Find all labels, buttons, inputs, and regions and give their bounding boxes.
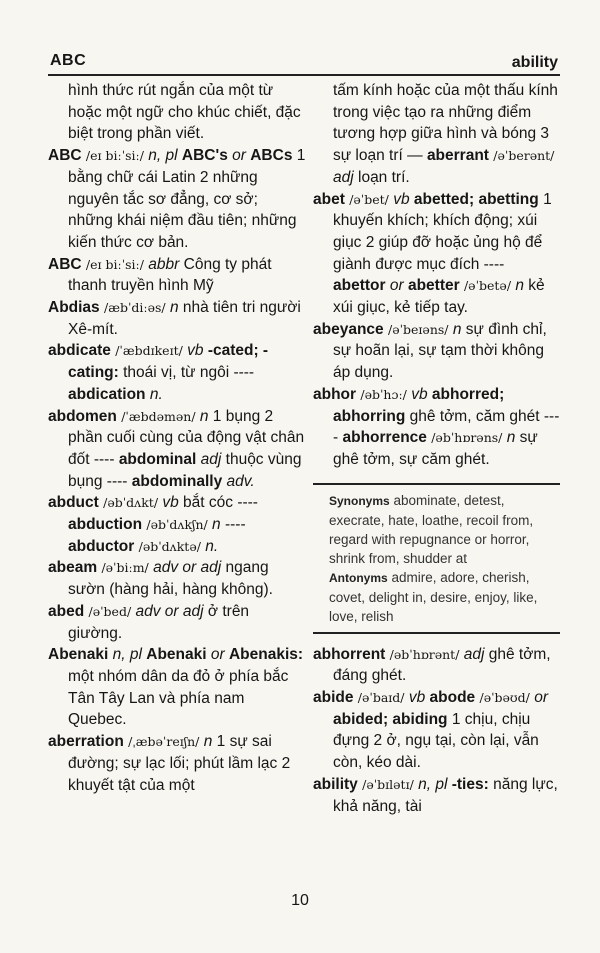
definition: ngang sườn (hàng hải, hàng không). [68,559,273,599]
inflected-form: abdominal [118,450,197,468]
pronunciation: /əbˈdʌkt/ [103,495,159,511]
inflected-form: abhorrence [342,429,427,447]
headword: ABC [48,147,82,165]
dictionary-entry [48,557,306,600]
headword: abhor [313,385,357,403]
headword: ability [313,775,358,793]
definition: một nhóm dân da đỏ ở phía bắc Tân Tây Lan và phía nam Quebec. [68,667,289,729]
part-of-speech: vb [408,689,426,707]
definition: ---- [224,516,246,534]
inflected-form: ABCs [250,147,293,165]
pronunciation: /əˈbetə/ [463,278,512,294]
definition: 1 sự sai đường; sự lạc lối; phút lầm lạc 2 khuyết tật của một [68,733,291,794]
inflected-form: abode [429,689,476,707]
part-of-speech: n [452,320,462,338]
pronunciation: /əbˈhɔː/ [360,386,407,402]
pronunciation: /əˈbiːm/ [101,560,149,576]
definition: 1 chịu, chịu đựng 2 ở, ngụ tại, còn lại, vẫn còn, kéo dài. [333,710,539,772]
antonyms-list: admire, adore, cherish, covet, delight in, desire, enjoy, like, love, relish [329,569,538,624]
definition: ghê tởm, căm ghét ---- [333,407,560,447]
page-number: 10 [291,892,309,909]
headword: abide [313,689,354,707]
synonyms-list: abominate, detest, execrate, hate, loathe, recoil from, regard with repugnance or horror, shrink from, shudder at [329,492,534,566]
dictionary-entry [48,297,306,340]
synonyms-label: Synonyms [329,493,390,508]
definition: ở trên giường. [68,602,250,642]
dictionary-entry [313,189,560,319]
dictionary-entry [48,644,306,731]
part-of-speech: or [534,689,549,707]
part-of-speech: n [169,299,179,317]
definition: hình thức rút ngắn của một từ hoặc một ngữ cho khúc chiết, đặc biệt trong phần viết. [68,82,301,143]
headword: abeyance [313,320,384,338]
dictionary-entry [48,340,306,405]
right-column [313,80,560,817]
part-of-speech: n. [149,385,163,403]
pronunciation: /əbˈdʌktə/ [138,538,201,554]
definition: sự đình chỉ, sự hoãn lại, sự tạm thời không áp dụng. [333,320,547,382]
pronunciation: /eɪ biːˈsiː/ [85,148,144,164]
part-of-speech: n, pl [112,646,142,664]
part-of-speech: or [232,147,246,165]
part-of-speech: adv or adj [135,602,204,620]
headword: abdomen [48,407,117,425]
part-of-speech: or [389,277,404,295]
part-of-speech: n [515,277,524,295]
inflected-form: ABC's [181,147,228,165]
definition: kẻ xúi giục, kẻ tiếp tay. [333,277,545,317]
headword: abed [48,602,85,620]
inflected-form: abettor [333,277,386,295]
part-of-speech: n [203,733,213,751]
part-of-speech: adv. [226,472,255,490]
part-of-speech: adj [200,450,222,468]
definition: năng lực, khả năng, tài [333,775,558,815]
part-of-speech: vb [411,385,428,403]
inflected-form: abduction [68,516,143,534]
dictionary-entry [313,774,560,817]
definition: Công ty phát thanh truyền hình Mỹ [68,255,272,295]
part-of-speech: adv or adj [153,559,222,577]
headword: Abenaki [48,646,109,664]
dictionary-entry [48,731,306,796]
pronunciation: /ˈæbdəmən/ [121,408,196,424]
pronunciation: /əbˈdʌkʃn/ [146,517,208,533]
header-rule [48,74,560,76]
inflected-form: abdication [68,385,146,403]
part-of-speech: n [212,516,221,534]
synonyms-box [313,483,560,634]
headword: abeam [48,559,98,577]
pronunciation: /əbˈhɒrənt/ [389,646,460,662]
definition: 1 khuyến khích; khích động; xúi giục 2 giúp đỡ hoặc ủng hộ để giành được mục đích ---- [333,190,552,273]
inflected-form: abhorred; abhorring [333,385,505,425]
pronunciation: /əˈbeɪəns/ [387,321,449,337]
pronunciation: /əˈbed/ [88,603,132,619]
part-of-speech: vb [162,494,179,512]
part-of-speech: n [199,407,209,425]
definition: sự ghê tởm, sự căm ghét. [333,429,538,468]
inflected-form: abdominally [131,472,223,490]
dictionary-entry [48,601,306,644]
dictionary-entry [48,145,306,254]
definition: loạn trí. [358,168,410,186]
part-of-speech: n [506,429,516,447]
pronunciation: /ˈæbdɪkeɪt/ [115,343,183,359]
dictionary-entry [313,384,560,471]
part-of-speech: adj [463,645,485,663]
inflected-form: abided; abiding [333,710,448,728]
definition: bắt cóc ---- [183,494,258,512]
dictionary-entry [313,644,560,687]
definition: 1 bụng 2 phần cuối cùng của động vật chân đốt ---- [68,407,305,468]
part-of-speech: n, pl [148,147,178,165]
dictionary-entry [313,319,560,384]
definition: thuộc vùng bụng ---- [68,450,302,490]
inflected-form: abetted; abetting [413,190,539,208]
pronunciation: /æbˈdiːəs/ [104,300,166,316]
pronunciation: /ˌæbəˈreɪʃn/ [128,734,200,750]
inflected-form: aberrant [426,147,489,165]
pronunciation: /əˈberənt/ [493,148,555,164]
definition: 1 bằng chữ cái Latin 2 những nguyên tắc sơ đẳng, cơ sở; những khái niệm đầu tiên; những kiến thức cơ bản. [68,147,306,251]
dictionary-entry [313,687,560,774]
dictionary-entry [48,406,306,493]
part-of-speech: vb [393,190,410,208]
running-header [50,52,558,72]
entry-continuation [48,80,306,145]
inflected-form: abetter [407,277,460,295]
left-column [48,80,306,796]
definition: thoái vị, từ ngôi ---- [123,364,255,382]
headword: abdicate [48,342,111,360]
headword: abduct [48,494,99,512]
part-of-speech: adj [333,168,354,186]
part-of-speech: or [210,646,225,664]
pronunciation: /əˈbɪlətɪ/ [362,776,414,792]
headword: abhorrent [313,645,386,663]
part-of-speech: abbr [148,255,180,273]
pronunciation: /əˈbaɪd/ [357,690,405,706]
definition: tấm kính hoặc của một thấu kính trong việc tạo ra những điểm tương hợp giữa hình và bóng 3 sự loạn trí — [333,82,558,165]
pronunciation: /əˈbəʊd/ [479,690,530,706]
headword: Abdias [48,299,100,317]
definition: ghê tởm, đáng ghét. [333,645,551,685]
part-of-speech: n, pl [418,775,448,793]
part-of-speech: vb [187,342,204,360]
headword: aberration [48,733,124,751]
definition: nhà tiên tri người Xê-mít. [68,299,301,338]
inflected-form: Abenaki [146,646,207,664]
entry-continuation [313,80,560,189]
inflected-form: Abenakis: [228,646,304,664]
pronunciation: /əbˈhɒrəns/ [431,430,503,446]
part-of-speech: n. [205,537,219,555]
pronunciation: /eɪ biːˈsiː/ [85,256,144,272]
inflected-form: -cated; -cating: [68,342,269,382]
inflected-form: abductor [68,537,135,555]
headword: abet [313,190,345,208]
dictionary-entry [48,254,306,297]
dictionary-entry [48,492,306,557]
pronunciation: /əˈbet/ [349,191,389,207]
antonyms-label: Antonyms [329,570,388,585]
guide-word-left: ABC [50,52,87,69]
guide-word-right: ability [511,54,558,71]
inflected-form: -ties: [451,775,489,793]
headword: ABC [48,255,82,273]
